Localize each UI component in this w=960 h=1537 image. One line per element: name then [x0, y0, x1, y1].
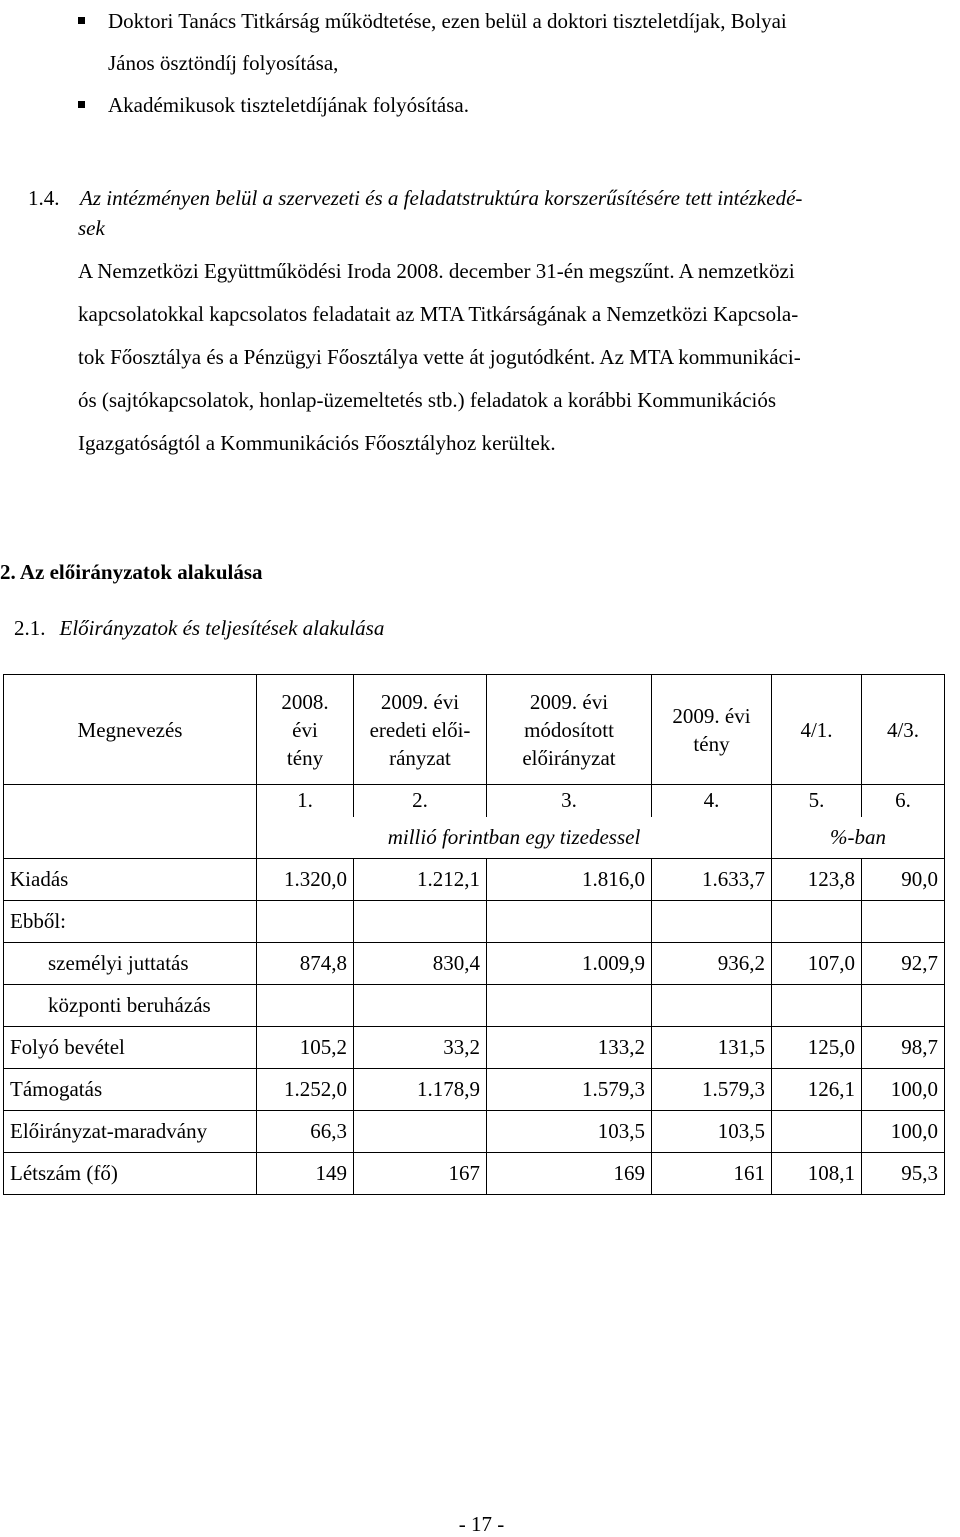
row-label: Létszám (fő) — [4, 1153, 257, 1195]
cell: 103,5 — [652, 1111, 772, 1153]
budget-table — [3, 674, 945, 1195]
section-heading-1-4 — [28, 183, 948, 243]
bullet-list — [78, 0, 948, 126]
cell — [772, 1111, 862, 1153]
cell: 105,2 — [257, 1027, 354, 1069]
heading-title: Előirányzatok és teljesítések alakulása — [59, 616, 385, 640]
cell: 936,2 — [652, 943, 772, 985]
unit-million: millió forintban egy tizedessel — [257, 817, 772, 859]
heading-2-1 — [14, 616, 384, 641]
header-name: Megnevezés — [4, 675, 257, 785]
table-header-row — [4, 675, 945, 785]
cell: 1.009,9 — [487, 943, 652, 985]
cell: 125,0 — [772, 1027, 862, 1069]
header-2009-eredeti: 2009. évi eredeti elői- rányzat — [354, 675, 487, 785]
cell: 1.579,3 — [487, 1069, 652, 1111]
table-row — [4, 1111, 945, 1153]
cell: 133,2 — [487, 1027, 652, 1069]
row-label: személyi juttatás — [4, 943, 257, 985]
section-number: 1.4. — [28, 186, 60, 210]
header-2008-teny: 2008. évi tény — [257, 675, 354, 785]
cell — [257, 985, 354, 1027]
paragraph-line: A Nemzetközi Együttműködési Iroda 2008. december 31-én megszűnt. A nemzetközi — [78, 259, 795, 283]
col-number: 6. — [862, 785, 945, 817]
cell: 90,0 — [862, 859, 945, 901]
cell: 1.579,3 — [652, 1069, 772, 1111]
cell — [354, 985, 487, 1027]
header-4-1: 4/1. — [772, 675, 862, 785]
col-number: 1. — [257, 785, 354, 817]
cell: 92,7 — [862, 943, 945, 985]
cell: 108,1 — [772, 1153, 862, 1195]
header-2009-teny: 2009. évi tény — [652, 675, 772, 785]
row-label: központi beruházás — [4, 985, 257, 1027]
cell — [487, 985, 652, 1027]
cell — [257, 901, 354, 943]
cell: 98,7 — [862, 1027, 945, 1069]
row-label: Ebből: — [4, 901, 257, 943]
col-number: 5. — [772, 785, 862, 817]
paragraph-line: ós (sajtókapcsolatok, honlap-üzemeltetés stb.) feladatok a korábbi Kommunikációs — [78, 388, 777, 412]
cell: 131,5 — [652, 1027, 772, 1069]
section-title-cont: sek — [78, 216, 105, 240]
cell: 107,0 — [772, 943, 862, 985]
cell — [652, 985, 772, 1027]
cell: 1.178,9 — [354, 1069, 487, 1111]
row-label: Folyó bevétel — [4, 1027, 257, 1069]
paragraph-line: Igazgatóságtól a Kommunikációs Főosztályhoz kerültek. — [78, 431, 556, 455]
cell: 1.252,0 — [257, 1069, 354, 1111]
cell: 149 — [257, 1153, 354, 1195]
row-label: Támogatás — [4, 1069, 257, 1111]
cell — [652, 901, 772, 943]
heading-2: 2. Az előirányzatok alakulása — [0, 560, 263, 584]
bullet-item — [78, 84, 948, 126]
table-row — [4, 859, 945, 901]
bullet-text: Akadémikusok tiszteletdíjának folyósítása. — [108, 93, 469, 117]
row-label: Előirányzat-maradvány — [4, 1111, 257, 1153]
bullet-text: Doktori Tanács Titkárság működtetése, ezen belül a doktori tiszteletdíjak, Bolyai — [108, 9, 787, 33]
table-row — [4, 1027, 945, 1069]
square-bullet-icon — [78, 101, 85, 108]
table-row — [4, 1069, 945, 1111]
col-number: 4. — [652, 785, 772, 817]
paragraph-line: kapcsolatokkal kapcsolatos feladatait az MTA Titkárságának a Nemzetközi Kapcsola- — [78, 302, 799, 326]
paragraph-line: tok Főosztálya és a Pénzügyi Főosztálya vette át jogutódként. Az MTA kommunikáci- — [78, 345, 801, 369]
cell — [772, 901, 862, 943]
cell — [862, 901, 945, 943]
cell: 1.633,7 — [652, 859, 772, 901]
cell: 126,1 — [772, 1069, 862, 1111]
col-number: 2. — [354, 785, 487, 817]
unit-percent: %-ban — [772, 817, 945, 859]
bullet-item — [78, 0, 948, 84]
cell: 95,3 — [862, 1153, 945, 1195]
cell — [487, 901, 652, 943]
cell: 874,8 — [257, 943, 354, 985]
table-row — [4, 1153, 945, 1195]
cell: 100,0 — [862, 1069, 945, 1111]
column-number-row — [4, 785, 945, 817]
cell: 1.320,0 — [257, 859, 354, 901]
section-title: Az intézményen belül a szervezeti és a feladatstruktúra korszerűsítésére tett intézkedé- — [80, 186, 803, 210]
row-label: Kiadás — [4, 859, 257, 901]
cell: 103,5 — [487, 1111, 652, 1153]
cell: 167 — [354, 1153, 487, 1195]
table-row — [4, 943, 945, 985]
page-number: - 17 - — [458, 1512, 505, 1536]
header-4-3: 4/3. — [862, 675, 945, 785]
cell: 1.816,0 — [487, 859, 652, 901]
col-number: 3. — [487, 785, 652, 817]
cell — [354, 1111, 487, 1153]
cell: 830,4 — [354, 943, 487, 985]
table-row — [4, 901, 945, 943]
cell — [354, 901, 487, 943]
cell: 169 — [487, 1153, 652, 1195]
header-2009-modositott: 2009. évi módosított előirányzat — [487, 675, 652, 785]
table-row — [4, 985, 945, 1027]
cell: 66,3 — [257, 1111, 354, 1153]
cell: 33,2 — [354, 1027, 487, 1069]
cell: 123,8 — [772, 859, 862, 901]
cell: 1.212,1 — [354, 859, 487, 901]
cell: 161 — [652, 1153, 772, 1195]
body-paragraph — [78, 250, 953, 465]
cell — [862, 985, 945, 1027]
bullet-text: János ösztöndíj folyosítása, — [108, 51, 339, 75]
cell: 100,0 — [862, 1111, 945, 1153]
heading-number: 2.1. — [14, 616, 46, 640]
cell — [772, 985, 862, 1027]
square-bullet-icon — [78, 17, 85, 24]
